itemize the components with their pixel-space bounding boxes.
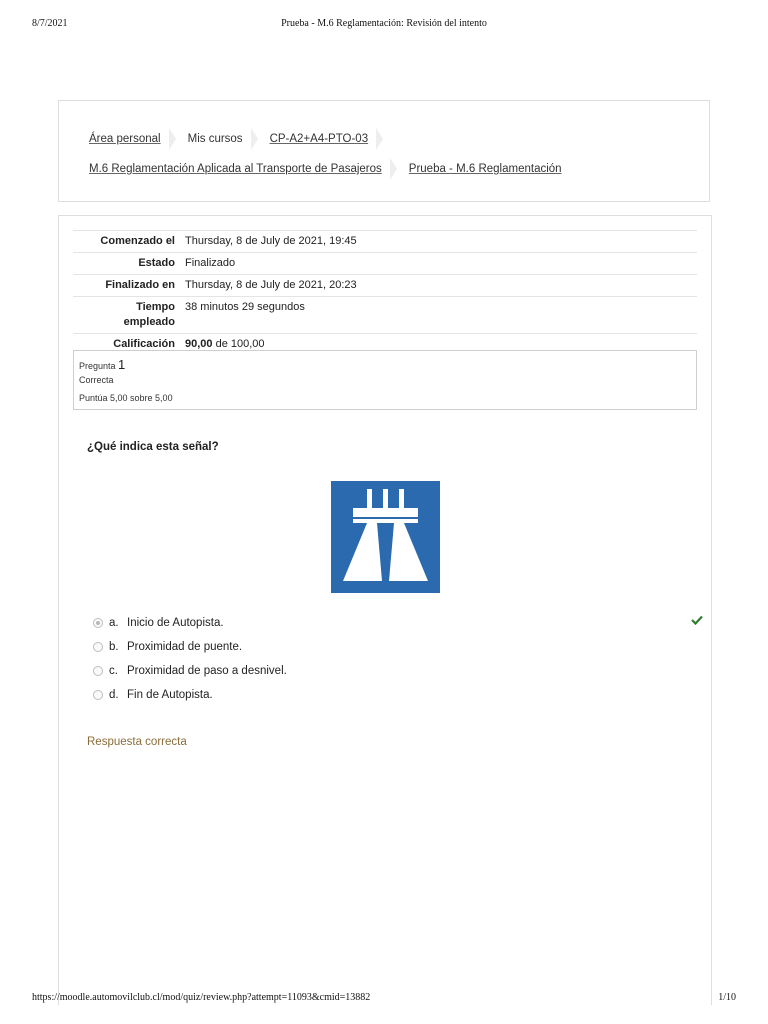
print-title: Prueba - M.6 Reglamentación: Revisión del intento — [281, 18, 487, 29]
radio-button[interactable] — [93, 666, 103, 676]
time-label-line-2: empleado — [123, 316, 175, 328]
answer-letter: d. — [109, 689, 119, 701]
question-number — [79, 357, 125, 372]
radio-button[interactable] — [93, 690, 103, 700]
answer-text: Inicio de Autopista. — [127, 617, 224, 629]
grade-value: 90,00 — [185, 338, 213, 350]
table-row — [73, 231, 697, 253]
breadcrumb — [58, 100, 710, 202]
correct-check-icon — [691, 615, 703, 628]
highway-start-sign-image — [331, 481, 440, 593]
breadcrumb-separator — [169, 128, 176, 150]
quiz-review-region — [58, 215, 712, 1005]
answer-option-b[interactable] — [93, 635, 683, 659]
radio-button[interactable] — [93, 642, 103, 652]
highway-icon — [331, 481, 440, 593]
breadcrumb-mis-cursos[interactable]: Mis cursos — [187, 133, 243, 145]
breadcrumb-separator — [376, 128, 383, 150]
radio-button-selected[interactable] — [93, 618, 103, 628]
started-value: Thursday, 8 de July de 2021, 19:45 — [185, 235, 357, 247]
breadcrumb-section[interactable]: M.6 Reglamentación Aplicada al Transporte de Pasajeros — [89, 163, 382, 175]
table-row — [73, 297, 697, 334]
answer-letter: c. — [109, 665, 118, 677]
question-mark: Puntúa 5,00 sobre 5,00 — [79, 393, 173, 403]
finished-value: Thursday, 8 de July de 2021, 20:23 — [185, 279, 357, 291]
print-page-number: 1/10 — [718, 992, 736, 1003]
answer-text: Fin de Autopista. — [127, 689, 213, 701]
answer-list — [93, 611, 683, 707]
answer-text: Proximidad de paso a desnivel. — [127, 665, 287, 677]
print-header — [0, 18, 768, 32]
answer-text: Proximidad de puente. — [127, 641, 243, 653]
breadcrumb-separator — [251, 128, 258, 150]
answer-letter: b. — [109, 641, 119, 653]
finished-label: Finalizado en — [105, 279, 175, 291]
breadcrumb-area-personal[interactable]: Área personal — [89, 133, 161, 145]
question-label: Pregunta — [79, 361, 116, 371]
time-taken-label — [73, 297, 183, 334]
breadcrumb-quiz[interactable]: Prueba - M.6 Reglamentación — [408, 163, 562, 175]
state-label: Estado — [138, 257, 175, 269]
started-label: Comenzado el — [100, 235, 175, 247]
answer-option-c[interactable] — [93, 659, 683, 683]
breadcrumb-course[interactable]: CP-A2+A4-PTO-03 — [269, 133, 369, 145]
attempt-summary-table — [73, 230, 697, 355]
question-number-value: 1 — [118, 357, 126, 372]
question-info-box — [73, 350, 697, 410]
answer-option-d[interactable] — [93, 683, 683, 707]
table-row — [73, 275, 697, 297]
state-value: Finalizado — [185, 257, 236, 269]
question-text: ¿Qué indica esta señal? — [87, 441, 219, 453]
answer-letter: a. — [109, 617, 119, 629]
grade-suffix: de 100,00 — [212, 338, 265, 350]
question-state: Correcta — [79, 375, 114, 385]
grade-label: Calificación — [113, 338, 175, 350]
answer-feedback: Respuesta correcta — [87, 736, 187, 748]
table-row — [73, 253, 697, 275]
print-url: https://moodle.automovilclub.cl/mod/quiz/review.php?attempt=11093&cmid=13882 — [32, 992, 371, 1003]
print-footer — [0, 992, 768, 1006]
time-taken-value: 38 minutos 29 segundos — [185, 301, 305, 313]
time-label-line-1: Tiempo — [136, 301, 175, 313]
answer-option-a[interactable] — [93, 611, 683, 635]
breadcrumb-separator — [390, 158, 397, 180]
print-date: 8/7/2021 — [32, 18, 68, 29]
